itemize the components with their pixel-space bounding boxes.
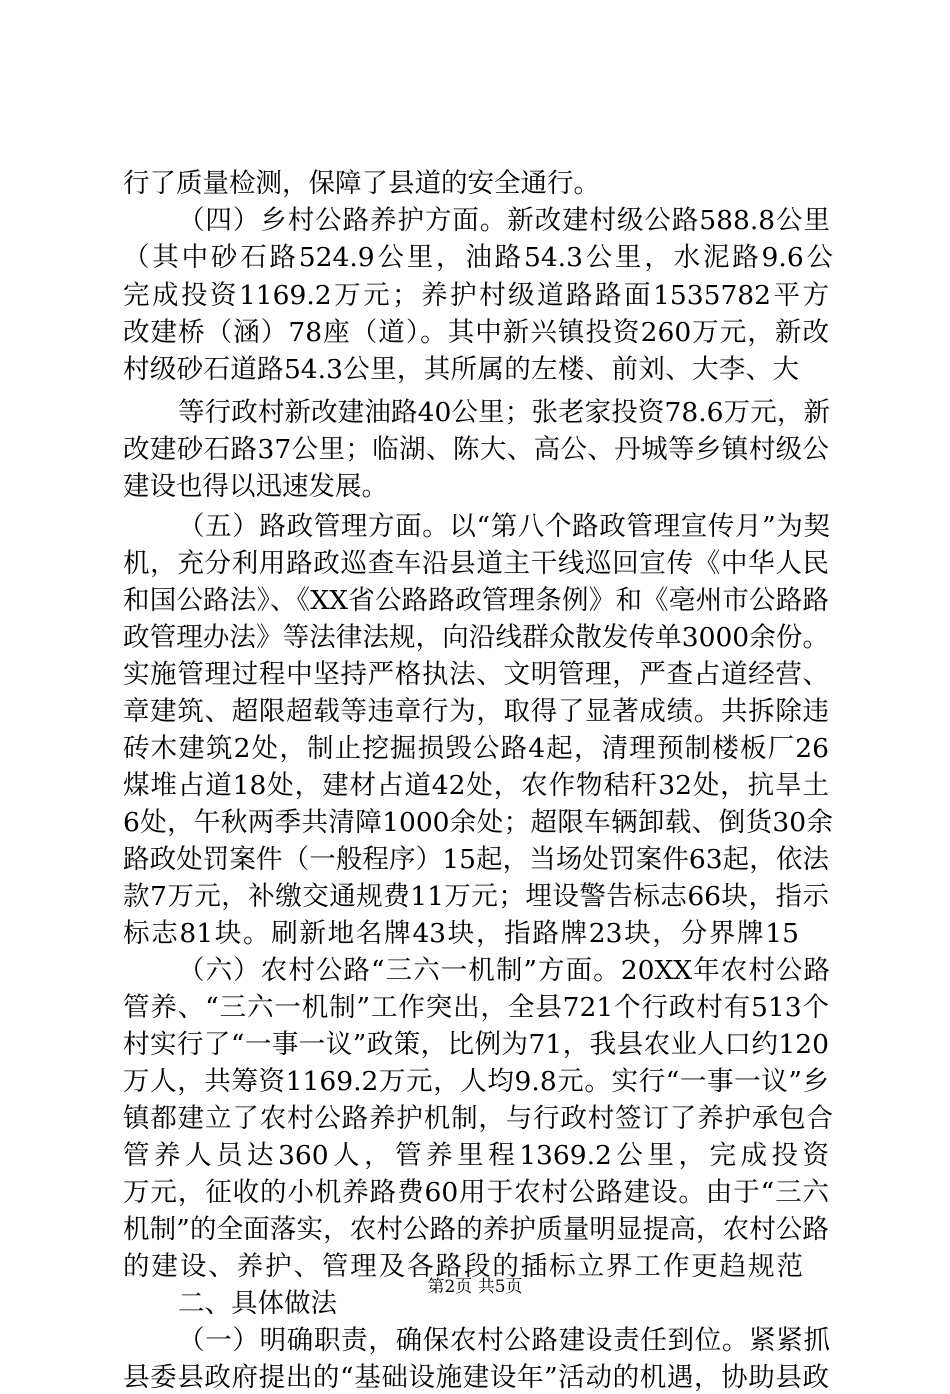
text-line-33: 县委县政府提出的“基础设施建设年”活动的机遇，协助县政 (123, 1362, 829, 1393)
text-line-22: （六）农村公路“三六一机制”方面。20XX年农村公路 (178, 955, 830, 986)
text-line-29: 机制”的全面落实，农村公路的养护质量明显提高，农村公路 (123, 1214, 829, 1245)
text-line-14: 实施管理过程中坚持严格执法、文明管理，严查占道经营、 (123, 659, 829, 690)
text-line-26: 镇都建立了农村公路养护机制，与行政村签订了养护承包合 (123, 1103, 833, 1134)
text-line-23: 管养、“三六一机制”工作突出，全县721个行政村有513个 (123, 992, 829, 1023)
text-line-2: （四）乡村公路养护方面。新改建村级公路588.8公里 (178, 205, 830, 236)
text-line-20: 款7万元，补缴交通规费11万元；埋设警告标志66块，指示 (123, 881, 829, 912)
text-line-25: 万人，共筹资1169.2万元，人均9.8元。实行“一事一议”乡 (123, 1066, 829, 1097)
text-line-4: 完成投资1169.2万元；养护村级道路路面1535782平方 (123, 280, 829, 311)
text-line-12: 和国公路法》、《XX省公路路政管理条例》和《亳州市公路路 (123, 585, 829, 616)
text-line-21: 标志81块。刷新地名牌43块，指路牌23块，分界牌15 (123, 918, 799, 949)
text-line-13: 政管理办法》等法律法规，向沿线群众散发传单3000余份。 (123, 622, 829, 653)
page-number-footer: 第2页 共5页 (427, 1277, 523, 1297)
text-line-27: 管养人员达360人，管养里程1369.2公里，完成投资 (123, 1140, 829, 1171)
text-line-8: 改建砂石路37公里；临湖、陈大、高公、丹城等乡镇村级公 (123, 434, 829, 465)
text-line-16: 砖木建筑2处，制止挖掘损毁公路4起，清理预制楼板厂26 (123, 733, 829, 764)
text-line-24: 村实行了“一事一议”政策，比例为71，我县农业人口约120 (123, 1029, 829, 1060)
section-heading: 二、具体做法 (178, 1288, 337, 1319)
text-line-10: （五）路政管理方面。以“第八个路政管理宣传月”为契 (178, 511, 830, 542)
text-line-1: 行了质量检测，保障了县道的安全通行。 (123, 168, 600, 199)
text-line-28: 万元，征收的小机养路费60用于农村公路建设。由于“三六 (123, 1177, 829, 1208)
text-line-32: （一）明确职责，确保农村公路建设责任到位。紧紧抓 (178, 1325, 830, 1356)
text-line-15: 章建筑、超限超载等违章行为，取得了显著成绩。共拆除违 (123, 696, 829, 727)
text-line-5: 改建桥（涵）78座（道）。其中新兴镇投资260万元，新改 (123, 317, 829, 348)
text-line-9: 建设也得以迅速发展。 (123, 471, 388, 502)
text-line-6: 村级砂石道路54.3公里，其所属的左楼、前刘、大李、大 (123, 354, 799, 385)
text-line-19: 路政处罚案件（一般程序）15起，当场处罚案件63起，依法 (123, 844, 829, 875)
text-line-7: 等行政村新改建油路40公里；张老家投资78.6万元，新 (178, 397, 830, 428)
text-line-30: 的建设、养护、管理及各路段的插标立界工作更趋规范 (123, 1251, 803, 1282)
text-line-11: 机，充分利用路政巡查车沿县道主干线巡回宣传《中华人民 (123, 548, 829, 579)
text-line-17: 煤堆占道18处，建材占道42处，农作物秸秆32处，抗旱土 (123, 770, 829, 801)
text-line-18: 6处，午秋两季共清障1000余处；超限车辆卸载、倒货30余 (123, 807, 833, 838)
text-line-3: （其中砂石路524.9公里，油路54.3公里，水泥路9.6公 (123, 242, 833, 273)
